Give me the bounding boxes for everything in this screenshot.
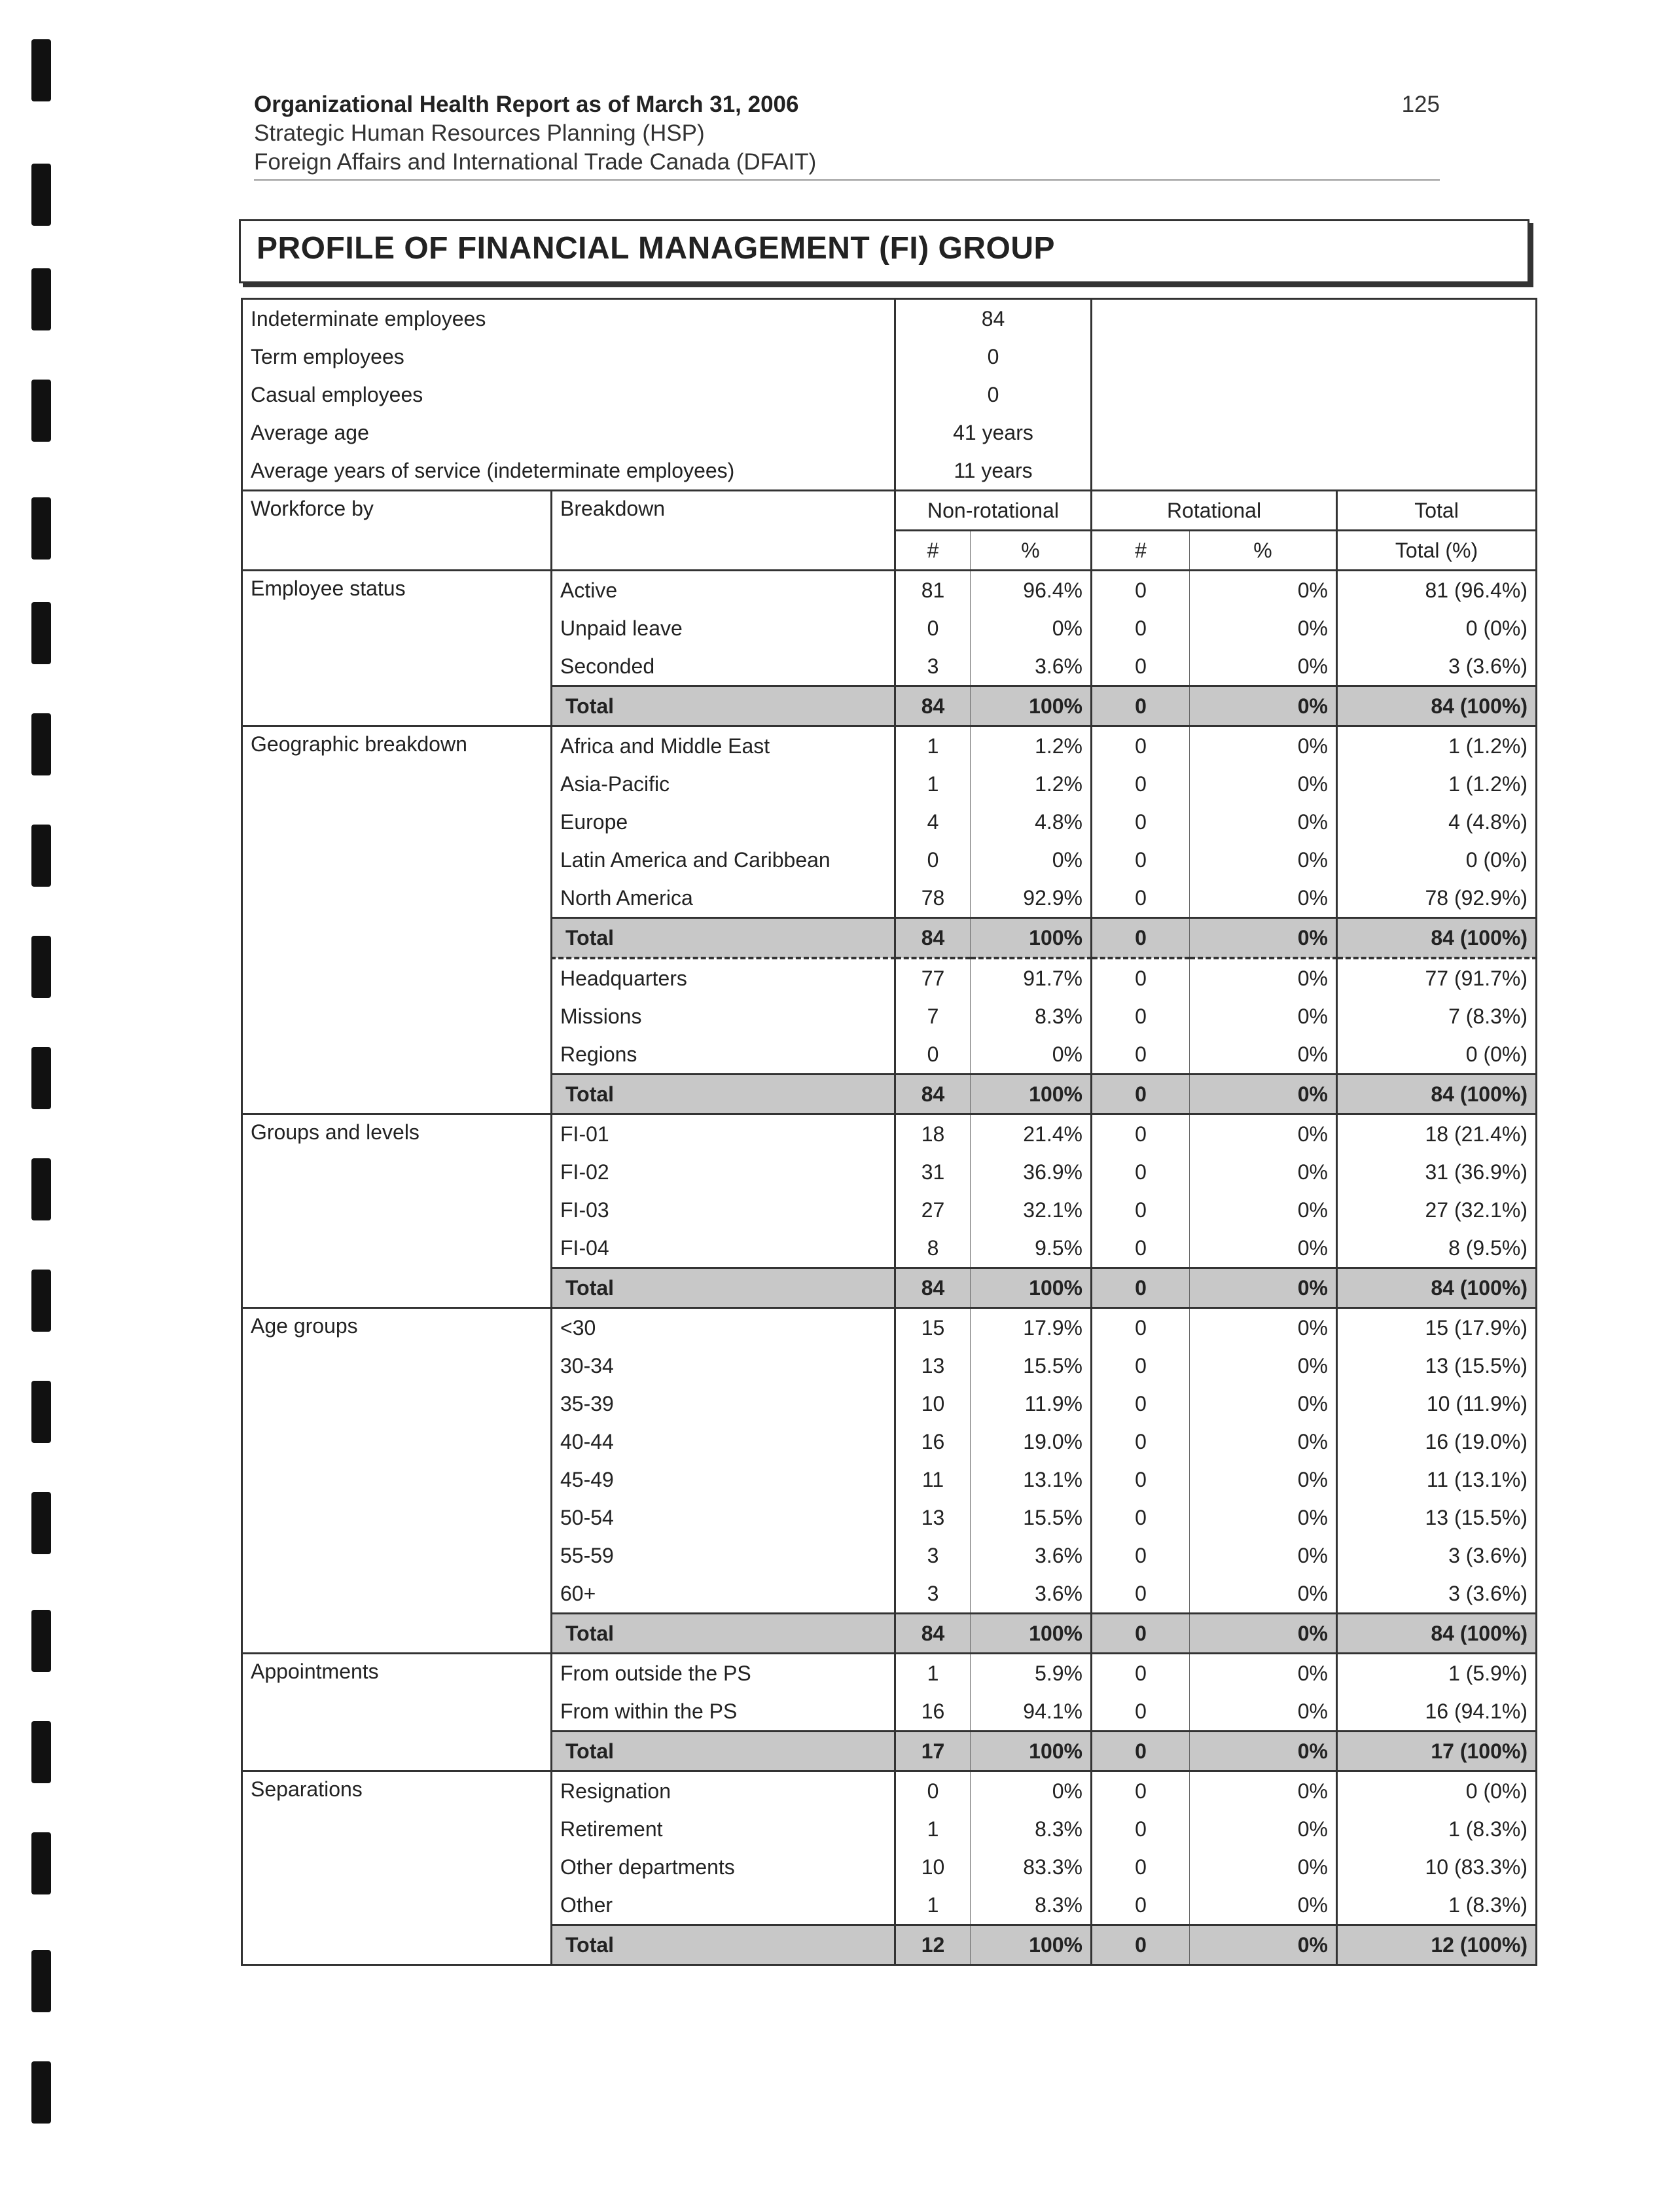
rot-pct: 0% <box>1190 1075 1337 1114</box>
nonrot-count: 78 <box>895 879 971 918</box>
binding-hole <box>31 825 51 887</box>
rot-pct: 0% <box>1190 918 1337 959</box>
rot-pct: 0% <box>1190 1654 1337 1693</box>
nonrot-count: 77 <box>895 958 971 997</box>
rot-pct: 0% <box>1190 1229 1337 1268</box>
rot-pct: 0% <box>1190 1732 1337 1771</box>
department-name: Foreign Affairs and International Trade Canada (DFAIT) <box>254 149 817 175</box>
rot-pct: 0% <box>1190 1692 1337 1732</box>
nonrot-count: 81 <box>895 571 971 610</box>
total-cell: 4 (4.8%) <box>1337 803 1537 841</box>
nonrot-pct: 13.1% <box>971 1461 1092 1499</box>
total-cell: 3 (3.6%) <box>1337 1574 1537 1614</box>
data-row <box>242 1654 1537 1693</box>
binding-hole <box>31 1270 51 1332</box>
nonrot-count: 10 <box>895 1848 971 1886</box>
nonrot-pct: 1.2% <box>971 726 1092 766</box>
summary-blank <box>1092 414 1537 452</box>
rot-count: 0 <box>1092 879 1190 918</box>
nonrot-pct: 15.5% <box>971 1499 1092 1537</box>
nonrot-count: 4 <box>895 803 971 841</box>
nonrot-count: 13 <box>895 1347 971 1385</box>
rot-count: 0 <box>1092 1771 1190 1811</box>
rot-pct: 0% <box>1190 1574 1337 1614</box>
total-cell: 3 (3.6%) <box>1337 647 1537 686</box>
rot-count: 0 <box>1092 1499 1190 1537</box>
rot-pct: 0% <box>1190 841 1337 879</box>
nonrot-pct: 83.3% <box>971 1848 1092 1886</box>
rot-count: 0 <box>1092 765 1190 803</box>
rot-pct: 0% <box>1190 686 1337 726</box>
rot-pct: 0% <box>1190 1848 1337 1886</box>
binding-hole <box>31 1950 51 2012</box>
breakdown-cell: Seconded <box>552 647 895 686</box>
total-cell: 12 (100%) <box>1337 1925 1537 1965</box>
total-cell: 18 (21.4%) <box>1337 1114 1537 1154</box>
nonrot-count: 1 <box>895 1654 971 1693</box>
col-nonrot-num: # <box>895 531 971 571</box>
total-cell: 10 (11.9%) <box>1337 1385 1537 1423</box>
summary-label: Average age <box>242 414 895 452</box>
nonrot-count: 15 <box>895 1308 971 1347</box>
total-cell: 84 (100%) <box>1337 686 1537 726</box>
nonrot-count: 1 <box>895 726 971 766</box>
nonrot-pct: 100% <box>971 686 1092 726</box>
nonrot-count: 27 <box>895 1191 971 1229</box>
nonrot-pct: 4.8% <box>971 803 1092 841</box>
section-label: Employee status <box>242 571 552 726</box>
breakdown-cell: From within the PS <box>552 1692 895 1732</box>
rot-count: 0 <box>1092 1886 1190 1925</box>
nonrot-pct: 100% <box>971 918 1092 959</box>
col-rot-pct: % <box>1190 531 1337 571</box>
rot-pct: 0% <box>1190 1886 1337 1925</box>
rot-count: 0 <box>1092 1229 1190 1268</box>
breakdown-cell: Other <box>552 1886 895 1925</box>
summary-label: Average years of service (indeterminate employees) <box>242 452 895 491</box>
nonrot-pct: 100% <box>971 1925 1092 1965</box>
report-subtitle: Strategic Human Resources Planning (HSP) <box>254 120 705 146</box>
report-title: Organizational Health Report as of March 31, 2006 <box>254 92 799 117</box>
rot-pct: 0% <box>1190 997 1337 1035</box>
data-row <box>242 571 1537 610</box>
nonrot-count: 84 <box>895 918 971 959</box>
breakdown-cell: Asia-Pacific <box>552 765 895 803</box>
nonrot-count: 16 <box>895 1692 971 1732</box>
nonrot-pct: 91.7% <box>971 958 1092 997</box>
binding-hole <box>31 380 51 442</box>
rot-count: 0 <box>1092 1114 1190 1154</box>
rot-count: 0 <box>1092 997 1190 1035</box>
rot-count: 0 <box>1092 1537 1190 1574</box>
rot-pct: 0% <box>1190 1347 1337 1385</box>
col-non-rotational: Non-rotational <box>895 491 1092 531</box>
breakdown-cell: 30-34 <box>552 1347 895 1385</box>
total-cell: 0 (0%) <box>1337 841 1537 879</box>
nonrot-pct: 0% <box>971 1771 1092 1811</box>
breakdown-cell: FI-03 <box>552 1191 895 1229</box>
nonrot-pct: 8.3% <box>971 1810 1092 1848</box>
rot-pct: 0% <box>1190 1153 1337 1191</box>
nonrot-count: 1 <box>895 765 971 803</box>
summary-blank <box>1092 299 1537 338</box>
total-cell: 84 (100%) <box>1337 1614 1537 1654</box>
rot-pct: 0% <box>1190 1461 1337 1499</box>
rot-pct: 0% <box>1190 1035 1337 1075</box>
data-row <box>242 1771 1537 1811</box>
nonrot-count: 3 <box>895 647 971 686</box>
nonrot-pct: 5.9% <box>971 1654 1092 1693</box>
rot-count: 0 <box>1092 1925 1190 1965</box>
rot-pct: 0% <box>1190 647 1337 686</box>
breakdown-cell: <30 <box>552 1308 895 1347</box>
total-cell: 84 (100%) <box>1337 1075 1537 1114</box>
nonrot-pct: 9.5% <box>971 1229 1092 1268</box>
rot-pct: 0% <box>1190 726 1337 766</box>
rot-count: 0 <box>1092 841 1190 879</box>
rot-pct: 0% <box>1190 958 1337 997</box>
total-cell: 0 (0%) <box>1337 1771 1537 1811</box>
binding-hole <box>31 713 51 775</box>
section-label: Appointments <box>242 1654 552 1771</box>
total-cell: 84 (100%) <box>1337 1268 1537 1308</box>
breakdown-cell: Total <box>552 1614 895 1654</box>
summary-label: Casual employees <box>242 376 895 414</box>
rot-pct: 0% <box>1190 1423 1337 1461</box>
nonrot-count: 17 <box>895 1732 971 1771</box>
rot-count: 0 <box>1092 1654 1190 1693</box>
nonrot-count: 8 <box>895 1229 971 1268</box>
breakdown-cell: Total <box>552 686 895 726</box>
col-workforce-by: Workforce by <box>242 491 552 571</box>
nonrot-pct: 92.9% <box>971 879 1092 918</box>
breakdown-cell: Total <box>552 1268 895 1308</box>
binding-hole <box>31 39 51 101</box>
rot-pct: 0% <box>1190 879 1337 918</box>
nonrot-count: 0 <box>895 1035 971 1075</box>
breakdown-cell: Europe <box>552 803 895 841</box>
total-cell: 17 (100%) <box>1337 1732 1537 1771</box>
binding-hole <box>31 1047 51 1109</box>
binding-hole <box>31 1492 51 1554</box>
nonrot-count: 0 <box>895 841 971 879</box>
nonrot-pct: 100% <box>971 1268 1092 1308</box>
nonrot-pct: 3.6% <box>971 1574 1092 1614</box>
breakdown-cell: 45-49 <box>552 1461 895 1499</box>
summary-value: 11 years <box>895 452 1092 491</box>
binding-hole <box>31 2061 51 2124</box>
col-total: Total <box>1337 491 1537 531</box>
nonrot-pct: 100% <box>971 1732 1092 1771</box>
total-cell: 77 (91.7%) <box>1337 958 1537 997</box>
total-cell: 1 (1.2%) <box>1337 726 1537 766</box>
summary-row <box>242 338 1537 376</box>
breakdown-cell: Africa and Middle East <box>552 726 895 766</box>
rot-count: 0 <box>1092 1574 1190 1614</box>
nonrot-pct: 8.3% <box>971 997 1092 1035</box>
rot-pct: 0% <box>1190 803 1337 841</box>
total-cell: 10 (83.3%) <box>1337 1848 1537 1886</box>
total-cell: 13 (15.5%) <box>1337 1499 1537 1537</box>
total-cell: 1 (8.3%) <box>1337 1886 1537 1925</box>
breakdown-cell: From outside the PS <box>552 1654 895 1693</box>
rot-count: 0 <box>1092 1692 1190 1732</box>
summary-blank <box>1092 452 1537 491</box>
nonrot-count: 18 <box>895 1114 971 1154</box>
rot-count: 0 <box>1092 571 1190 610</box>
page-header <box>254 90 1440 181</box>
nonrot-count: 10 <box>895 1385 971 1423</box>
rot-pct: 0% <box>1190 1771 1337 1811</box>
nonrot-pct: 19.0% <box>971 1423 1092 1461</box>
nonrot-pct: 96.4% <box>971 571 1092 610</box>
binding-holes <box>0 0 72 2187</box>
total-cell: 13 (15.5%) <box>1337 1347 1537 1385</box>
rot-count: 0 <box>1092 1614 1190 1654</box>
col-nonrot-pct: % <box>971 531 1092 571</box>
breakdown-cell: North America <box>552 879 895 918</box>
rot-count: 0 <box>1092 1848 1190 1886</box>
col-rot-num: # <box>1092 531 1190 571</box>
section-label: Geographic breakdown <box>242 726 552 1114</box>
page-number: 125 <box>1401 92 1440 117</box>
rot-count: 0 <box>1092 1385 1190 1423</box>
total-cell: 3 (3.6%) <box>1337 1537 1537 1574</box>
total-cell: 7 (8.3%) <box>1337 997 1537 1035</box>
summary-value: 84 <box>895 299 1092 338</box>
rot-count: 0 <box>1092 1191 1190 1229</box>
binding-hole <box>31 1381 51 1443</box>
nonrot-pct: 36.9% <box>971 1153 1092 1191</box>
total-cell: 27 (32.1%) <box>1337 1191 1537 1229</box>
nonrot-count: 1 <box>895 1886 971 1925</box>
summary-blank <box>1092 376 1537 414</box>
rot-count: 0 <box>1092 1268 1190 1308</box>
nonrot-pct: 100% <box>971 1614 1092 1654</box>
summary-row <box>242 452 1537 491</box>
total-cell: 31 (36.9%) <box>1337 1153 1537 1191</box>
section-label: Groups and levels <box>242 1114 552 1308</box>
breakdown-cell: 55-59 <box>552 1537 895 1574</box>
binding-hole <box>31 164 51 226</box>
rot-count: 0 <box>1092 1732 1190 1771</box>
nonrot-count: 13 <box>895 1499 971 1537</box>
breakdown-cell: Retirement <box>552 1810 895 1848</box>
breakdown-cell: 40-44 <box>552 1423 895 1461</box>
nonrot-pct: 100% <box>971 1075 1092 1114</box>
summary-label: Indeterminate employees <box>242 299 895 338</box>
nonrot-count: 3 <box>895 1574 971 1614</box>
section-label: Age groups <box>242 1308 552 1654</box>
binding-hole <box>31 1721 51 1783</box>
total-cell: 81 (96.4%) <box>1337 571 1537 610</box>
binding-hole <box>31 936 51 998</box>
rot-count: 0 <box>1092 1075 1190 1114</box>
total-cell: 11 (13.1%) <box>1337 1461 1537 1499</box>
breakdown-cell: Missions <box>552 997 895 1035</box>
nonrot-count: 31 <box>895 1153 971 1191</box>
total-cell: 1 (8.3%) <box>1337 1810 1537 1848</box>
nonrot-count: 1 <box>895 1810 971 1848</box>
rot-count: 0 <box>1092 1153 1190 1191</box>
nonrot-count: 16 <box>895 1423 971 1461</box>
rot-count: 0 <box>1092 1035 1190 1075</box>
total-cell: 0 (0%) <box>1337 609 1537 647</box>
nonrot-pct: 17.9% <box>971 1308 1092 1347</box>
breakdown-cell: 60+ <box>552 1574 895 1614</box>
rot-pct: 0% <box>1190 571 1337 610</box>
nonrot-pct: 3.6% <box>971 1537 1092 1574</box>
breakdown-cell: Total <box>552 918 895 959</box>
data-row <box>242 1308 1537 1347</box>
rot-count: 0 <box>1092 1461 1190 1499</box>
breakdown-cell: Unpaid leave <box>552 609 895 647</box>
nonrot-pct: 3.6% <box>971 647 1092 686</box>
breakdown-cell: 50-54 <box>552 1499 895 1537</box>
summary-value: 0 <box>895 376 1092 414</box>
rot-count: 0 <box>1092 958 1190 997</box>
binding-hole <box>31 268 51 330</box>
col-rotational: Rotational <box>1092 491 1337 531</box>
breakdown-cell: Regions <box>552 1035 895 1075</box>
rot-pct: 0% <box>1190 1114 1337 1154</box>
nonrot-pct: 0% <box>971 841 1092 879</box>
total-cell: 15 (17.9%) <box>1337 1308 1537 1347</box>
total-cell: 16 (19.0%) <box>1337 1423 1537 1461</box>
rot-count: 0 <box>1092 1308 1190 1347</box>
total-cell: 84 (100%) <box>1337 918 1537 959</box>
breakdown-cell: Total <box>552 1075 895 1114</box>
rot-pct: 0% <box>1190 1191 1337 1229</box>
rot-pct: 0% <box>1190 1385 1337 1423</box>
nonrot-pct: 0% <box>971 609 1092 647</box>
total-cell: 1 (1.2%) <box>1337 765 1537 803</box>
rot-count: 0 <box>1092 1810 1190 1848</box>
breakdown-cell: FI-01 <box>552 1114 895 1154</box>
section-label: Separations <box>242 1771 552 1965</box>
nonrot-count: 7 <box>895 997 971 1035</box>
nonrot-pct: 21.4% <box>971 1114 1092 1154</box>
nonrot-pct: 1.2% <box>971 765 1092 803</box>
summary-row <box>242 414 1537 452</box>
binding-hole <box>31 602 51 664</box>
nonrot-pct: 32.1% <box>971 1191 1092 1229</box>
section-title-box <box>239 219 1529 283</box>
nonrot-count: 3 <box>895 1537 971 1574</box>
col-breakdown: Breakdown <box>552 491 895 571</box>
breakdown-cell: Other departments <box>552 1848 895 1886</box>
rot-count: 0 <box>1092 726 1190 766</box>
nonrot-pct: 11.9% <box>971 1385 1092 1423</box>
breakdown-cell: 35-39 <box>552 1385 895 1423</box>
breakdown-cell: Latin America and Caribbean <box>552 841 895 879</box>
nonrot-count: 84 <box>895 686 971 726</box>
rot-pct: 0% <box>1190 1308 1337 1347</box>
total-cell: 1 (5.9%) <box>1337 1654 1537 1693</box>
binding-hole <box>31 497 51 560</box>
rot-pct: 0% <box>1190 1810 1337 1848</box>
summary-value: 0 <box>895 338 1092 376</box>
breakdown-cell: FI-04 <box>552 1229 895 1268</box>
section-title: PROFILE OF FINANCIAL MANAGEMENT (FI) GROUP <box>257 231 1056 266</box>
breakdown-cell: Total <box>552 1925 895 1965</box>
rot-count: 0 <box>1092 1347 1190 1385</box>
fi-profile-table <box>241 298 1537 1966</box>
rot-pct: 0% <box>1190 609 1337 647</box>
summary-blank <box>1092 338 1537 376</box>
rot-pct: 0% <box>1190 765 1337 803</box>
breakdown-cell: Active <box>552 571 895 610</box>
breakdown-cell: Resignation <box>552 1771 895 1811</box>
nonrot-pct: 15.5% <box>971 1347 1092 1385</box>
rot-count: 0 <box>1092 1423 1190 1461</box>
rot-pct: 0% <box>1190 1268 1337 1308</box>
rot-pct: 0% <box>1190 1499 1337 1537</box>
binding-hole <box>31 1832 51 1894</box>
data-row <box>242 726 1537 766</box>
binding-hole <box>31 1158 51 1220</box>
binding-hole <box>31 1610 51 1672</box>
nonrot-pct: 94.1% <box>971 1692 1092 1732</box>
total-cell: 78 (92.9%) <box>1337 879 1537 918</box>
breakdown-cell: Headquarters <box>552 958 895 997</box>
rot-pct: 0% <box>1190 1614 1337 1654</box>
summary-value: 41 years <box>895 414 1092 452</box>
breakdown-cell: Total <box>552 1732 895 1771</box>
rot-count: 0 <box>1092 609 1190 647</box>
rot-count: 0 <box>1092 647 1190 686</box>
nonrot-count: 12 <box>895 1925 971 1965</box>
rot-pct: 0% <box>1190 1537 1337 1574</box>
col-total-pct: Total (%) <box>1337 531 1537 571</box>
nonrot-pct: 0% <box>971 1035 1092 1075</box>
nonrot-count: 84 <box>895 1268 971 1308</box>
summary-row <box>242 299 1537 338</box>
rot-count: 0 <box>1092 686 1190 726</box>
nonrot-count: 84 <box>895 1075 971 1114</box>
total-cell: 0 (0%) <box>1337 1035 1537 1075</box>
nonrot-pct: 8.3% <box>971 1886 1092 1925</box>
rot-count: 0 <box>1092 803 1190 841</box>
rot-pct: 0% <box>1190 1925 1337 1965</box>
nonrot-count: 0 <box>895 1771 971 1811</box>
total-cell: 16 (94.1%) <box>1337 1692 1537 1732</box>
summary-row <box>242 376 1537 414</box>
nonrot-count: 11 <box>895 1461 971 1499</box>
data-row <box>242 1114 1537 1154</box>
nonrot-count: 84 <box>895 1614 971 1654</box>
rot-count: 0 <box>1092 918 1190 959</box>
total-cell: 8 (9.5%) <box>1337 1229 1537 1268</box>
nonrot-count: 0 <box>895 609 971 647</box>
summary-label: Term employees <box>242 338 895 376</box>
column-header-row <box>242 491 1537 531</box>
breakdown-cell: FI-02 <box>552 1153 895 1191</box>
